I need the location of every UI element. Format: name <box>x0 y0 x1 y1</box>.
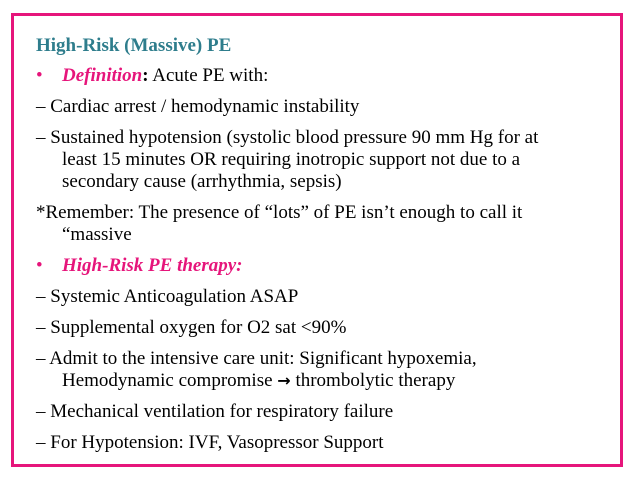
definition-text: Acute PE with: <box>148 65 269 86</box>
therapy-item: – Supplemental oxygen for O2 sat <90% <box>36 317 347 338</box>
therapy-item: – Systemic Anticoagulation ASAP <box>36 286 299 307</box>
slide-title: High-Risk (Massive) PE <box>36 35 232 56</box>
bullet-icon: • <box>36 65 43 86</box>
remember-note-continued: “massive <box>62 224 132 245</box>
bullet-icon: • <box>36 255 43 276</box>
therapy-bullet <box>36 255 626 277</box>
definition-bullet <box>36 65 626 87</box>
definition-item-continued: secondary cause (arrhythmia, sepsis) <box>62 171 342 192</box>
therapy-label: High-Risk PE therapy: <box>62 255 243 276</box>
therapy-item-continued <box>36 370 626 392</box>
therapy-item: – Admit to the intensive care unit: Significant hypoxemia, <box>36 348 477 369</box>
therapy-compromise-text: Hemodynamic compromise <box>62 370 273 391</box>
arrow-right-icon: → <box>277 371 291 390</box>
definition-label: Definition <box>62 65 143 86</box>
slide-content <box>36 35 626 454</box>
remember-note: *Remember: The presence of “lots” of PE isn’t enough to call it <box>36 202 523 223</box>
therapy-item: – Mechanical ventilation for respiratory failure <box>36 401 394 422</box>
definition-item-continued: least 15 minutes OR requiring inotropic support not due to a <box>62 149 521 170</box>
slide-frame <box>11 13 623 467</box>
definition-item: – Sustained hypotension (systolic blood pressure 90 mm Hg for at <box>36 127 539 148</box>
definition-colon: : <box>142 65 149 86</box>
therapy-thrombolytic-text: thrombolytic therapy <box>295 370 456 391</box>
definition-item: – Cardiac arrest / hemodynamic instability <box>36 96 360 117</box>
therapy-item: – For Hypotension: IVF, Vasopressor Support <box>36 432 384 453</box>
